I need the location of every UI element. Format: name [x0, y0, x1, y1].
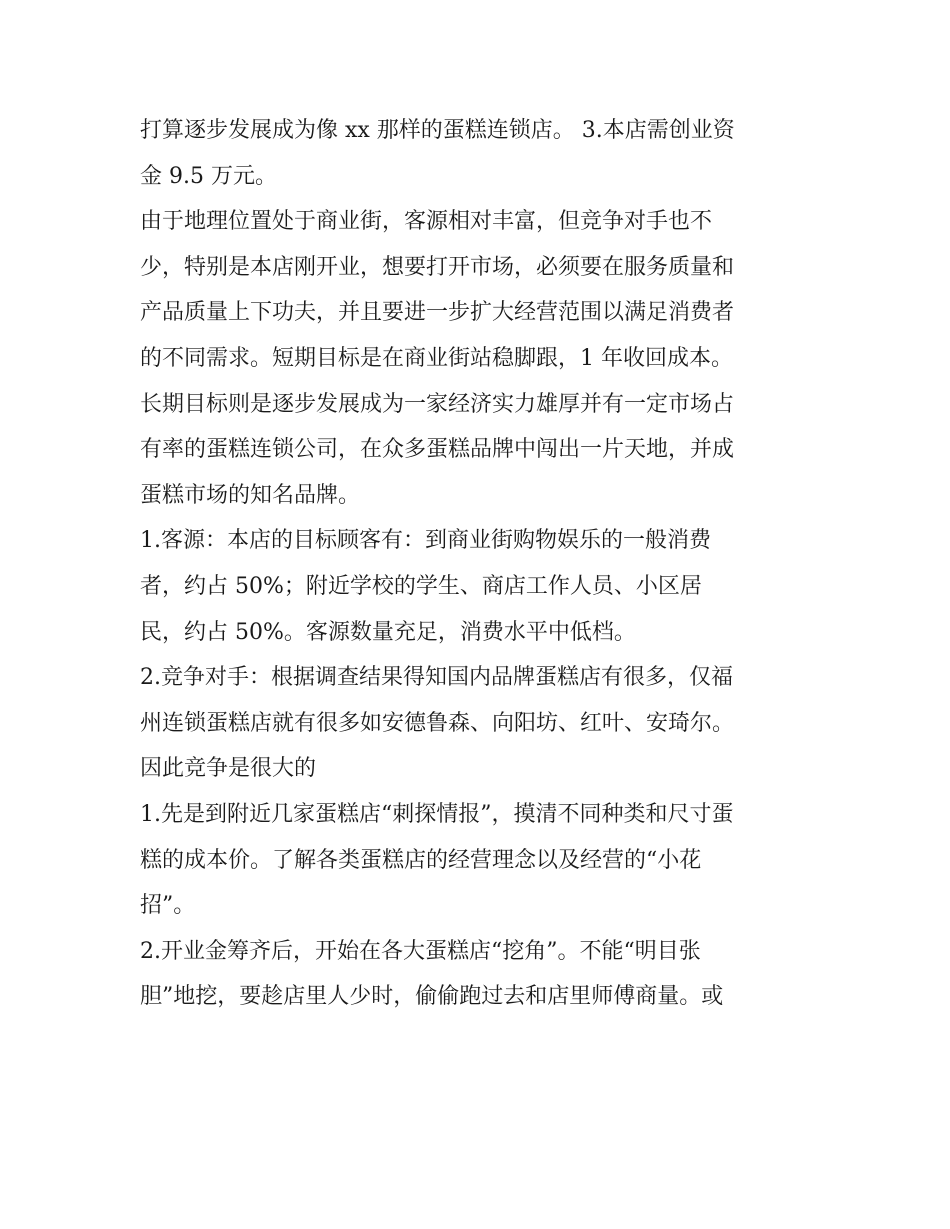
- text-line: 的不同需求。短期目标是在商业街站稳脚跟，1 年收回成本。: [140, 345, 733, 371]
- text-line: 少，特别是本店刚开业，想要打开市场，必须要在服务质量和: [140, 254, 735, 280]
- text-line: 者，约占 50%；附近学校的学生、商店工作人员、小区居: [140, 573, 702, 599]
- text-line: 民，约占 50%。客源数量充足，消费水平中低档。: [140, 619, 636, 645]
- text-line: 蛋糕市场的知名品牌。: [140, 482, 361, 508]
- text-line: 胆”地挖，要趁店里人少时，偷偷跑过去和店里师傅商量。或: [140, 984, 724, 1010]
- text-line: 2.竞争对手：根据调查结果得知国内品牌蛋糕店有很多，仅福: [140, 665, 733, 691]
- text-line: 招”。: [140, 893, 196, 919]
- text-line: 1.先是到附近几家蛋糕店“刺探情报”，摸清不同种类和尺寸蛋: [140, 801, 734, 827]
- text-line: 糕的成本价。了解各类蛋糕店的经营理念以及经营的“小花: [140, 847, 702, 873]
- text-line: 州连锁蛋糕店就有很多如安德鲁森、向阳坊、红叶、安琦尔。: [140, 710, 735, 736]
- document-body: [140, 108, 820, 1020]
- text-line: 金 9.5 万元。: [140, 163, 277, 189]
- text-line: 有率的蛋糕连锁公司，在众多蛋糕品牌中闯出一片天地，并成: [140, 437, 735, 463]
- text-line: 由于地理位置处于商业街，客源相对丰富，但竞争对手也不: [140, 209, 713, 235]
- text-line: 长期目标则是逐步发展成为一家经济实力雄厚并有一定市场占: [140, 391, 735, 417]
- text-line: 2.开业金筹齐后，开始在各大蛋糕店“挖角”。不能“明目张: [140, 938, 701, 964]
- text-line: 产品质量上下功夫，并且要进一步扩大经营范围以满足消费者: [140, 300, 735, 326]
- text-line: 打算逐步发展成为像 xx 那样的蛋糕连锁店。 3.本店需创业资: [140, 118, 735, 143]
- text-line: 因此竞争是很大的: [140, 756, 317, 782]
- text-line: 1.客源：本店的目标顾客有：到商业街购物娱乐的一般消费: [140, 528, 711, 554]
